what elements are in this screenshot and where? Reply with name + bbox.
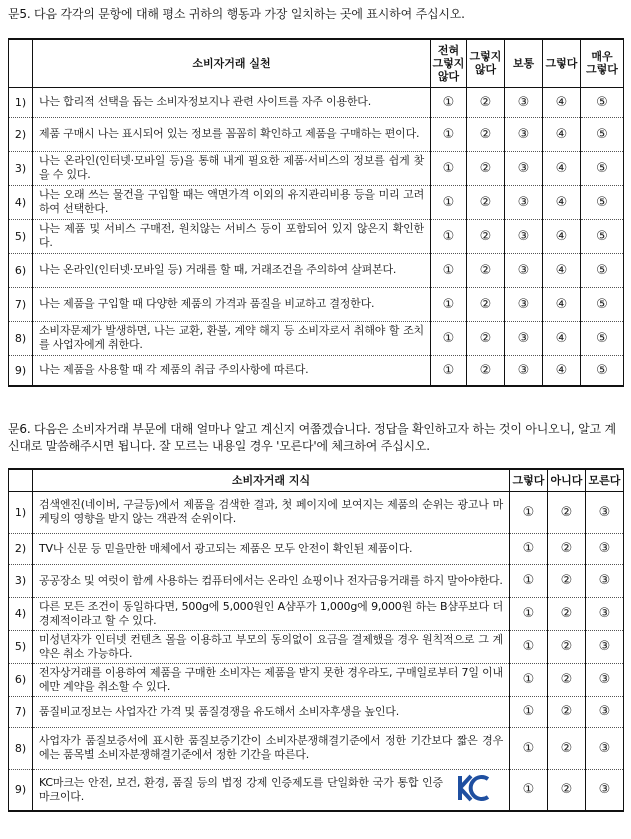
item-statement: 미성년자가 인터넷 컨텐츠 몰을 이용하고 부모의 동의없이 요금을 결제했을 경우 원칙적으로 그 계약은 취소 가능하다. — [33, 630, 510, 663]
response-option-4[interactable]: ④ — [543, 287, 581, 321]
item-number: 3) — [9, 151, 33, 185]
response-option-5[interactable]: ⑤ — [581, 287, 624, 321]
q5-row-8 — [9, 321, 624, 355]
q6-row-2 — [9, 533, 624, 564]
item-statement: 나는 제품을 사용할 때 각 제품의 취급 주의사항에 따른다. — [33, 355, 431, 386]
response-option-3[interactable]: ③ — [586, 533, 624, 564]
q5-header-opt-5: 매우 그렇다 — [581, 39, 624, 87]
response-option-3[interactable]: ③ — [505, 219, 543, 253]
response-option-2[interactable]: ② — [548, 696, 586, 727]
response-option-2[interactable]: ② — [467, 151, 505, 185]
response-option-4[interactable]: ④ — [543, 253, 581, 287]
response-option-2[interactable]: ② — [548, 663, 586, 696]
q5-header-opt-1: 전혀 그렇지 않다 — [431, 39, 467, 87]
response-option-2[interactable]: ② — [548, 727, 586, 769]
response-option-1[interactable]: ① — [510, 630, 548, 663]
q5-header-row — [9, 39, 624, 87]
response-option-1[interactable]: ① — [510, 696, 548, 727]
item-statement: 다른 모든 조건이 동일하다면, 500g에 5,000원인 A샴푸가 1,000g에 9,000원 하는 B샴푸보다 더 경제적이라고 할 수 있다. — [33, 597, 510, 630]
q6-row-7 — [9, 696, 624, 727]
item-number: 3) — [9, 564, 33, 597]
response-option-1[interactable]: ① — [431, 151, 467, 185]
item-statement: 나는 제품을 구입할 때 다양한 제품의 가격과 품질을 비교하고 결정한다. — [33, 287, 431, 321]
item-number: 5) — [9, 630, 33, 663]
kc-certification-logo — [443, 773, 503, 807]
response-option-5[interactable]: ⑤ — [581, 321, 624, 355]
q5-header-opt-4: 그렇다 — [543, 39, 581, 87]
item-number: 9) — [9, 355, 33, 386]
response-option-1[interactable]: ① — [431, 253, 467, 287]
response-option-3[interactable]: ③ — [505, 287, 543, 321]
response-option-4[interactable]: ④ — [543, 117, 581, 151]
response-option-5[interactable]: ⑤ — [581, 117, 624, 151]
q6-row-1 — [9, 491, 624, 533]
response-option-2[interactable]: ② — [467, 287, 505, 321]
question-5-title: 문5. 다음 각각의 문항에 대해 평소 귀하의 행동과 가장 일치하는 곳에 표시하여 주십시오. — [8, 7, 465, 21]
response-option-1[interactable]: ① — [510, 564, 548, 597]
item-statement: 품질비교정보는 사업자간 가격 및 품질경쟁을 유도해서 소비자후생을 높인다. — [33, 696, 510, 727]
kc-logo-icon — [456, 773, 490, 803]
q6-header-row — [9, 469, 624, 491]
item-statement: 소비자문제가 발생하면, 나는 교환, 환불, 계약 해지 등 소비자로서 취해야 할 조치를 사업자에게 취한다. — [33, 321, 431, 355]
q6-row-6 — [9, 663, 624, 696]
item-statement: 검색엔진(네이버, 구글등)에서 제품을 검색한 결과, 첫 페이지에 보여지는 제품의 순위는 광고나 마케팅의 영향을 받지 않는 객관적 순위이다. — [33, 491, 510, 533]
item-statement: 나는 오래 쓰는 물건을 구입할 때는 액면가격 이외의 유지관리비용 등을 미리 고려하여 선택한다. — [33, 185, 431, 219]
response-option-4[interactable]: ④ — [543, 151, 581, 185]
response-option-3[interactable]: ③ — [586, 597, 624, 630]
q6-header-opt-1: 그렇다 — [510, 469, 548, 491]
response-option-1[interactable]: ① — [510, 597, 548, 630]
response-option-4[interactable]: ④ — [543, 87, 581, 117]
response-option-5[interactable]: ⑤ — [581, 185, 624, 219]
response-option-5[interactable]: ⑤ — [581, 151, 624, 185]
response-option-2[interactable]: ② — [548, 630, 586, 663]
item-number: 2) — [9, 533, 33, 564]
q6-row-8 — [9, 727, 624, 769]
response-option-2[interactable]: ② — [548, 597, 586, 630]
response-option-3[interactable]: ③ — [586, 491, 624, 533]
q6-row-9 — [9, 769, 624, 811]
item-number: 8) — [9, 321, 33, 355]
response-option-3[interactable]: ③ — [586, 769, 624, 811]
item-statement-cell — [33, 769, 510, 811]
response-option-1[interactable]: ① — [431, 87, 467, 117]
q5-row-5 — [9, 219, 624, 253]
response-option-3[interactable]: ③ — [586, 663, 624, 696]
q6-header-opt-2: 아니다 — [548, 469, 586, 491]
q6-row-3 — [9, 564, 624, 597]
item-number: 7) — [9, 696, 33, 727]
response-option-4[interactable]: ④ — [543, 219, 581, 253]
response-option-1[interactable]: ① — [431, 185, 467, 219]
q5-row-1 — [9, 87, 624, 117]
item-statement: 나는 합리적 선택을 돕는 소비자정보지나 관련 사이트를 자주 이용한다. — [33, 87, 431, 117]
response-option-1[interactable]: ① — [431, 355, 467, 386]
q6-header-statement: 소비자거래 지식 — [33, 469, 510, 491]
q6-header-opt-3: 모른다 — [586, 469, 624, 491]
item-number: 7) — [9, 287, 33, 321]
q5-row-6 — [9, 253, 624, 287]
q6-row-4 — [9, 597, 624, 630]
response-option-2[interactable]: ② — [467, 117, 505, 151]
item-number: 6) — [9, 253, 33, 287]
item-number: 6) — [9, 663, 33, 696]
item-number: 5) — [9, 219, 33, 253]
item-statement: TV나 신문 등 믿을만한 매체에서 광고되는 제품은 모두 안전이 확인된 제품이다. — [33, 533, 510, 564]
item-number: 9) — [9, 769, 33, 811]
response-option-3[interactable]: ③ — [505, 87, 543, 117]
response-option-1[interactable]: ① — [510, 491, 548, 533]
item-statement: 나는 온라인(인터넷·모바일 등)을 통해 내게 필요한 제품·서비스의 정보를 쉽게 찾을 수 있다. — [33, 151, 431, 185]
response-option-2[interactable]: ② — [467, 253, 505, 287]
question-6-title: 문6. 다음은 소비자거래 부문에 대해 얼마나 알고 계신지 여쭙겠습니다. 정답을 확인하고자 하는 것이 아니오니, 알고 계신대로 말씀해주시면 됩니다. 잘 모르는 내용일 경우 '모른다'에 체크하여 주십시오. — [8, 422, 616, 453]
response-option-3[interactable]: ③ — [505, 117, 543, 151]
response-option-4[interactable]: ④ — [543, 321, 581, 355]
response-option-1[interactable]: ① — [431, 287, 467, 321]
q5-header-num — [9, 39, 33, 87]
response-option-2[interactable]: ② — [548, 533, 586, 564]
item-statement: 사업자가 품질보증서에 표시한 품질보증기간이 소비자분쟁해결기준에서 정한 기간보다 짧은 경우에는 품목별 소비자분쟁해결기준에서 정한 기간을 따른다. — [33, 727, 510, 769]
response-option-3[interactable]: ③ — [586, 564, 624, 597]
response-option-4[interactable]: ④ — [543, 185, 581, 219]
response-option-3[interactable]: ③ — [505, 321, 543, 355]
response-option-2[interactable]: ② — [467, 185, 505, 219]
item-statement: 제품 구매시 나는 표시되어 있는 정보를 꼼꼼히 확인하고 제품을 구매하는 편이다. — [33, 117, 431, 151]
response-option-2[interactable]: ② — [548, 769, 586, 811]
q5-row-9 — [9, 355, 624, 386]
item-statement: 전자상거래를 이용하여 제품을 구매한 소비자는 제품을 받지 못한 경우라도, 구매일로부터 7일 이내에만 계약을 취소할 수 있다. — [33, 663, 510, 696]
item-statement: 공공장소 및 여럿이 함께 사용하는 컴퓨터에서는 온라인 쇼핑이나 전자금융거래를 하지 말아야한다. — [33, 564, 510, 597]
item-number: 8) — [9, 727, 33, 769]
response-option-5[interactable]: ⑤ — [581, 253, 624, 287]
response-option-3[interactable]: ③ — [505, 185, 543, 219]
response-option-2[interactable]: ② — [467, 87, 505, 117]
response-option-1[interactable]: ① — [431, 321, 467, 355]
q6-row-5 — [9, 630, 624, 663]
response-option-2[interactable]: ② — [467, 321, 505, 355]
response-option-2[interactable]: ② — [548, 491, 586, 533]
response-option-3[interactable]: ③ — [586, 727, 624, 769]
q5-row-3 — [9, 151, 624, 185]
q5-row-4 — [9, 185, 624, 219]
response-option-3[interactable]: ③ — [505, 151, 543, 185]
response-option-1[interactable]: ① — [510, 769, 548, 811]
item-number: 4) — [9, 597, 33, 630]
response-option-2[interactable]: ② — [467, 355, 505, 386]
q5-header-opt-3: 보통 — [505, 39, 543, 87]
q6-table — [8, 468, 624, 812]
response-option-4[interactable]: ④ — [543, 355, 581, 386]
response-option-2[interactable]: ② — [467, 219, 505, 253]
item-number: 1) — [9, 491, 33, 533]
q5-row-7 — [9, 287, 624, 321]
response-option-1[interactable]: ① — [510, 727, 548, 769]
response-option-5[interactable]: ⑤ — [581, 87, 624, 117]
q5-header-statement: 소비자거래 실천 — [33, 39, 431, 87]
q6-header-num — [9, 469, 33, 491]
response-option-1[interactable]: ① — [431, 117, 467, 151]
response-option-3[interactable]: ③ — [586, 696, 624, 727]
response-option-3[interactable]: ③ — [586, 630, 624, 663]
response-option-1[interactable]: ① — [431, 219, 467, 253]
item-number: 1) — [9, 87, 33, 117]
q5-header-opt-2: 그렇지 않다 — [467, 39, 505, 87]
response-option-3[interactable]: ③ — [505, 253, 543, 287]
item-number: 4) — [9, 185, 33, 219]
item-number: 2) — [9, 117, 33, 151]
item-statement: 나는 제품 및 서비스 구매전, 원치않는 서비스 등이 포함되어 있지 않은지 확인한다. — [33, 219, 431, 253]
item-statement: KC마크는 안전, 보건, 환경, 품질 등의 법정 강제 인증제도를 단일화한 국가 통합 인증 마크이다. — [39, 775, 443, 803]
response-option-1[interactable]: ① — [510, 533, 548, 564]
q5-table — [8, 38, 624, 387]
q5-row-2 — [9, 117, 624, 151]
response-option-3[interactable]: ③ — [505, 355, 543, 386]
response-option-2[interactable]: ② — [548, 564, 586, 597]
response-option-1[interactable]: ① — [510, 663, 548, 696]
response-option-5[interactable]: ⑤ — [581, 219, 624, 253]
item-statement: 나는 온라인(인터넷·모바일 등) 거래를 할 때, 거래조건을 주의하여 살펴본다. — [33, 253, 431, 287]
response-option-5[interactable]: ⑤ — [581, 355, 624, 386]
